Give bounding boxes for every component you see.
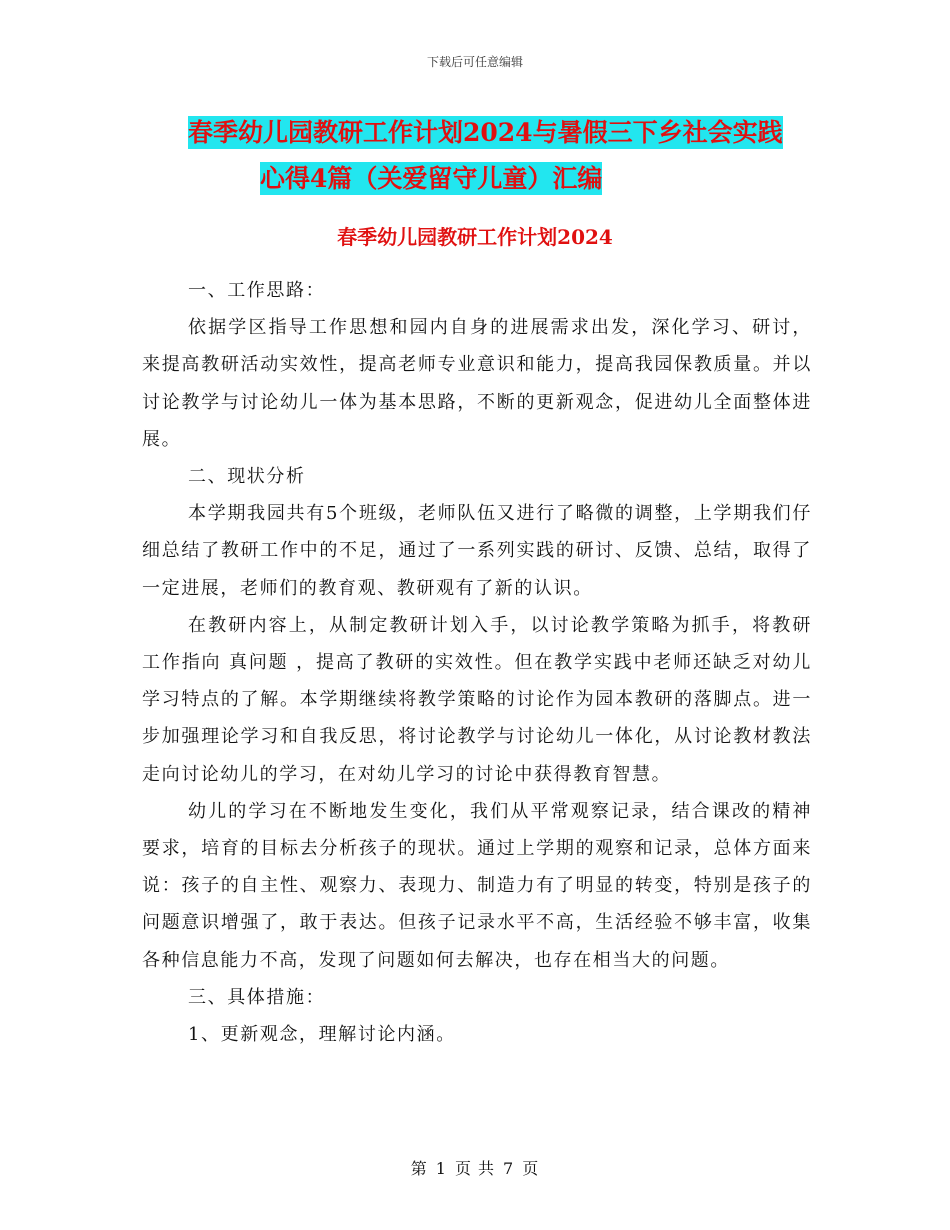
header-note: 下载后可任意编辑 [426,55,523,69]
footer-page-number: 1 [435,1159,447,1178]
body-text [142,272,812,1053]
section-heading-2: 二、现状分析 [188,466,306,488]
main-title-line-2-text: 心得4篇（关爱留守儿童）汇编 [260,164,603,193]
page-footer [0,1156,950,1179]
paragraph: 幼儿的学习在不断地发生变化，我们从平常观察记录，结合课改的精神要求，培育的目标去分析孩子的现状。通过上学期的观察和记录，总体方面来说：孩子的自主性、观察力、表现力、制造力有了明显的转变，特别是孩子的问题意识增强了，敢于表达。但孩子记录水平不高，生活经验不够丰富，收集各种信息能力不高，发现了问题如何去解决，也存在相当大的问题。 [142,800,812,971]
main-title-line-1-text: 春季幼儿园教研工作计划2024与暑假三下乡社会实践 [188,118,783,147]
section-title: 春季幼儿园教研工作计划2024 [337,225,613,249]
main-title-line-1 [140,110,820,156]
paragraph: 在教研内容上，从制定教研计划入手，以讨论教学策略为抓手，将教研工作指向 真问题 ，提高了教研的实效性。但在教学实践中老师还缺乏对幼儿学习特点的了解。本学期继续将教学策略的讨论作为园本教研的落脚点。进一步加强理论学习和自我反思，将讨论教学与讨论幼儿一体化，从讨论教材教法走向讨论幼儿的学习，在对幼儿学习的讨论中获得教育智慧。 [142,614,812,785]
paragraph: 本学期我园共有5个班级，老师队伍又进行了略微的调整，上学期我们仔细总结了教研工作中的不足，通过了一系列实践的研讨、反馈、总结，取得了一定进展，老师们的教育观、教研观有了新的认识。 [142,503,812,599]
main-title [140,110,820,202]
footer-suffix: 页 [522,1159,540,1178]
paragraph: 1、更新观念，理解讨论内涵。 [188,1024,456,1046]
footer-mid: 页 共 [454,1159,496,1178]
paragraph: 依据学区指导工作思想和园内自身的进展需求出发，深化学习、研讨，来提高教研活动实效性，提高老师专业意识和能力，提高我园保教质量。并以讨论教学与讨论幼儿一体为基本思路，不断的更新观念，促进幼儿全面整体进展。 [142,317,812,450]
footer-prefix: 第 [410,1159,428,1178]
footer-total-pages: 7 [503,1159,515,1178]
section-heading-1: 一、工作思路： [188,280,326,301]
main-title-line-2 [140,156,820,202]
section-heading-3: 三、具体措施： [188,986,326,1008]
